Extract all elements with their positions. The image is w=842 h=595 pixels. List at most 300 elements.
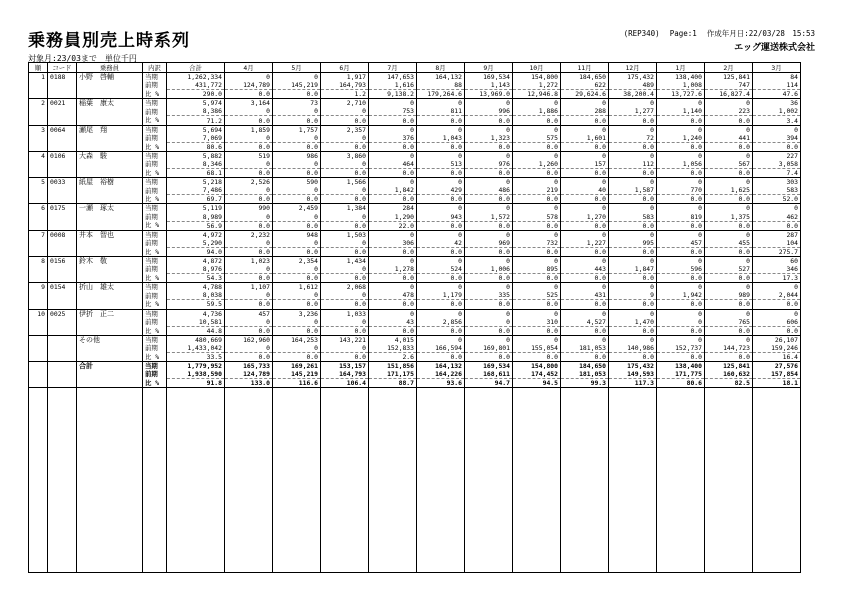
- value-cell: 1,572: [465, 213, 513, 222]
- value-cell: 3,236: [273, 309, 321, 318]
- value-cell: 0.0: [273, 300, 321, 309]
- driver-name: 折山 雄太: [77, 283, 143, 292]
- table-row: [29, 221, 801, 230]
- value-cell: 5,218: [167, 178, 225, 187]
- value-cell: 3,058: [753, 160, 801, 169]
- row-number: 8: [29, 256, 48, 265]
- breakdown-label: 前期: [143, 186, 167, 195]
- value-cell: 94.5: [513, 379, 561, 388]
- value-cell: 0.0: [225, 195, 273, 204]
- value-cell: 149,593: [609, 370, 657, 379]
- value-cell: 0.0: [609, 169, 657, 178]
- value-cell: 0.0: [417, 300, 465, 309]
- value-cell: 56.9: [167, 221, 225, 230]
- value-cell: 0.0: [513, 300, 561, 309]
- value-cell: 0: [225, 134, 273, 143]
- value-cell: 596: [657, 265, 705, 274]
- value-cell: 0.0: [465, 169, 513, 178]
- value-cell: 0.0: [417, 274, 465, 283]
- row-number: 6: [29, 204, 48, 213]
- value-cell: 169,801: [465, 344, 513, 353]
- driver-code: 0033: [48, 178, 77, 187]
- empty-cell: [417, 388, 465, 573]
- value-cell: 0.0: [513, 221, 561, 230]
- value-cell: 0.0: [705, 326, 753, 335]
- value-cell: 0: [225, 186, 273, 195]
- value-cell: 8,976: [167, 265, 225, 274]
- value-cell: 0: [369, 256, 417, 265]
- value-cell: 227: [753, 151, 801, 160]
- value-cell: 0: [657, 125, 705, 134]
- value-cell: 622: [561, 81, 609, 90]
- driver-name: 稲葉 康太: [77, 99, 143, 108]
- value-cell: 0.0: [417, 169, 465, 178]
- value-cell: 0: [369, 230, 417, 239]
- value-cell: 0: [657, 230, 705, 239]
- column-header: 5月: [273, 63, 321, 73]
- value-cell: 27,576: [753, 362, 801, 371]
- value-cell: 60: [753, 256, 801, 265]
- row-number: [29, 379, 48, 388]
- value-cell: 0.0: [561, 247, 609, 256]
- driver-code: [48, 370, 77, 379]
- table-row: [29, 274, 801, 283]
- column-header: 順: [29, 63, 48, 73]
- value-cell: 0: [225, 107, 273, 116]
- driver-name: [77, 370, 143, 379]
- value-cell: 154,800: [513, 73, 561, 82]
- value-cell: 0.0: [273, 195, 321, 204]
- empty-cell: [609, 388, 657, 573]
- value-cell: 0.0: [513, 169, 561, 178]
- value-cell: 0.0: [369, 300, 417, 309]
- value-cell: 168,611: [465, 370, 513, 379]
- value-cell: 0: [657, 256, 705, 265]
- table-row: [29, 186, 801, 195]
- empty-cell: [465, 388, 513, 573]
- value-cell: 2,354: [273, 256, 321, 265]
- value-cell: 527: [705, 265, 753, 274]
- value-cell: 0: [369, 309, 417, 318]
- value-cell: 0: [465, 318, 513, 327]
- value-cell: 1,262,334: [167, 73, 225, 82]
- value-cell: 0: [273, 239, 321, 248]
- driver-code: 0025: [48, 309, 77, 318]
- value-cell: 3.4: [753, 116, 801, 125]
- value-cell: 0: [225, 291, 273, 300]
- value-cell: 288: [561, 107, 609, 116]
- value-cell: 164,132: [417, 73, 465, 82]
- driver-code: [48, 195, 77, 204]
- value-cell: 164,253: [273, 335, 321, 344]
- value-cell: 0.0: [369, 274, 417, 283]
- value-cell: 0.0: [705, 116, 753, 125]
- value-cell: 1,625: [705, 186, 753, 195]
- value-cell: 1,587: [609, 186, 657, 195]
- value-cell: 1,470: [609, 318, 657, 327]
- value-cell: 0.0: [561, 169, 609, 178]
- value-cell: 0: [609, 204, 657, 213]
- value-cell: 175,432: [609, 362, 657, 371]
- value-cell: 17.3: [753, 274, 801, 283]
- value-cell: 155,054: [513, 344, 561, 353]
- value-cell: 0: [657, 309, 705, 318]
- value-cell: 0: [609, 151, 657, 160]
- empty-cell: [369, 388, 417, 573]
- driver-name: [77, 169, 143, 178]
- value-cell: 0.0: [273, 169, 321, 178]
- empty-cell: [273, 388, 321, 573]
- value-cell: 0.0: [273, 116, 321, 125]
- value-cell: 0: [753, 283, 801, 292]
- value-cell: 112: [609, 160, 657, 169]
- row-number: 5: [29, 178, 48, 187]
- breakdown-label: 比 %: [143, 142, 167, 151]
- value-cell: 376: [369, 134, 417, 143]
- value-cell: 8,346: [167, 160, 225, 169]
- value-cell: 0: [273, 186, 321, 195]
- value-cell: 1,566: [321, 178, 369, 187]
- value-cell: 12,946.8: [513, 90, 561, 99]
- row-number: 2: [29, 99, 48, 108]
- value-cell: 154,800: [513, 362, 561, 371]
- value-cell: 0: [465, 151, 513, 160]
- driver-code: 0021: [48, 99, 77, 108]
- value-cell: 138,400: [657, 362, 705, 371]
- value-cell: 1,278: [369, 265, 417, 274]
- value-cell: 117.3: [609, 379, 657, 388]
- driver-code: [48, 344, 77, 353]
- value-cell: 0: [417, 256, 465, 265]
- value-cell: 948: [273, 230, 321, 239]
- value-cell: 0: [465, 335, 513, 344]
- breakdown-label: 比 %: [143, 116, 167, 125]
- value-cell: 0.0: [561, 221, 609, 230]
- driver-name: [77, 247, 143, 256]
- row-number: [29, 186, 48, 195]
- driver-name: 小野 啓輔: [77, 73, 143, 82]
- value-cell: 443: [561, 265, 609, 274]
- value-cell: 1,277: [609, 107, 657, 116]
- breakdown-label: 当期: [143, 151, 167, 160]
- value-cell: 0.0: [225, 142, 273, 151]
- value-cell: 275.7: [753, 247, 801, 256]
- empty-cell: [321, 388, 369, 573]
- value-cell: 1,179: [417, 291, 465, 300]
- value-cell: 1,272: [513, 81, 561, 90]
- value-cell: 0.0: [561, 300, 609, 309]
- breakdown-label: 当期: [143, 204, 167, 213]
- value-cell: 4,015: [369, 335, 417, 344]
- empty-cell: [657, 388, 705, 573]
- value-cell: 0.0: [609, 247, 657, 256]
- value-cell: 0.0: [321, 247, 369, 256]
- breakdown-label: 比 %: [143, 169, 167, 178]
- driver-name: [77, 195, 143, 204]
- value-cell: 7,069: [167, 134, 225, 143]
- value-cell: 290.0: [167, 90, 225, 99]
- value-cell: 0: [225, 213, 273, 222]
- value-cell: 0: [609, 230, 657, 239]
- value-cell: 0.0: [561, 116, 609, 125]
- breakdown-label: 当期: [143, 99, 167, 108]
- value-cell: 0.0: [273, 274, 321, 283]
- row-number: [29, 107, 48, 116]
- value-cell: 1,008: [657, 81, 705, 90]
- value-cell: 429: [417, 186, 465, 195]
- value-cell: 26,107: [753, 335, 801, 344]
- value-cell: 0.0: [225, 247, 273, 256]
- breakdown-label: 前期: [143, 107, 167, 116]
- value-cell: 0: [513, 204, 561, 213]
- row-number: [29, 318, 48, 327]
- table-row: [29, 326, 801, 335]
- row-number: 4: [29, 151, 48, 160]
- value-cell: 0: [369, 99, 417, 108]
- row-number: [29, 247, 48, 256]
- value-cell: 0.0: [369, 142, 417, 151]
- value-cell: 0: [465, 125, 513, 134]
- value-cell: 1,779,952: [167, 362, 225, 371]
- column-header: 3月: [753, 63, 801, 73]
- row-number: [29, 344, 48, 353]
- value-cell: 1,107: [225, 283, 273, 292]
- value-cell: 162,960: [225, 335, 273, 344]
- value-cell: 171,775: [657, 370, 705, 379]
- row-number: [29, 335, 48, 344]
- value-cell: 0: [609, 178, 657, 187]
- driver-name: 一瀬 琢太: [77, 204, 143, 213]
- value-cell: 0: [753, 204, 801, 213]
- value-cell: 4,527: [561, 318, 609, 327]
- table-row: [29, 142, 801, 151]
- value-cell: 52.0: [753, 195, 801, 204]
- value-cell: 0: [705, 283, 753, 292]
- value-cell: 0: [513, 283, 561, 292]
- value-cell: 145,219: [273, 81, 321, 90]
- table-row: [29, 169, 801, 178]
- value-cell: 441: [705, 134, 753, 143]
- value-cell: 0: [321, 134, 369, 143]
- table-row: [29, 353, 801, 362]
- driver-code: 0106: [48, 151, 77, 160]
- value-cell: 0: [321, 318, 369, 327]
- driver-code: [48, 335, 77, 344]
- breakdown-label: 当期: [143, 256, 167, 265]
- value-cell: 145,219: [273, 370, 321, 379]
- value-cell: 125,841: [705, 73, 753, 82]
- report-title: 乗務員別売上時系列: [28, 31, 190, 51]
- value-cell: 88.7: [369, 379, 417, 388]
- value-cell: 0: [465, 230, 513, 239]
- value-cell: 0: [321, 344, 369, 353]
- value-cell: 310: [513, 318, 561, 327]
- driver-code: [48, 379, 77, 388]
- value-cell: 0: [657, 151, 705, 160]
- column-header: 2月: [705, 63, 753, 73]
- value-cell: 29,624.6: [561, 90, 609, 99]
- value-cell: 575: [513, 134, 561, 143]
- value-cell: 0: [513, 178, 561, 187]
- driver-name: [77, 213, 143, 222]
- value-cell: 36: [753, 99, 801, 108]
- row-number: [29, 90, 48, 99]
- breakdown-label: 当期: [143, 178, 167, 187]
- created-date: 作成年月日:22/03/28 15:53: [706, 29, 815, 38]
- value-cell: 0: [657, 99, 705, 108]
- value-cell: 0.0: [657, 221, 705, 230]
- value-cell: 0: [273, 213, 321, 222]
- table-row: [29, 291, 801, 300]
- row-number: [29, 160, 48, 169]
- value-cell: 0: [561, 178, 609, 187]
- driver-code: 0008: [48, 230, 77, 239]
- value-cell: 0: [417, 335, 465, 344]
- empty-cell: [29, 388, 48, 573]
- value-cell: 0.0: [225, 326, 273, 335]
- value-cell: 0.0: [273, 326, 321, 335]
- value-cell: 335: [465, 291, 513, 300]
- value-cell: 0: [513, 99, 561, 108]
- row-number: [29, 134, 48, 143]
- value-cell: 0.0: [417, 326, 465, 335]
- row-number: [29, 213, 48, 222]
- table-row: [29, 160, 801, 169]
- table-row: [29, 116, 801, 125]
- value-cell: 2,526: [225, 178, 273, 187]
- value-cell: 0.0: [465, 195, 513, 204]
- driver-name: 大森 駿: [77, 151, 143, 160]
- value-cell: 0: [705, 309, 753, 318]
- value-cell: 3,860: [321, 151, 369, 160]
- value-cell: 166,594: [417, 344, 465, 353]
- breakdown-label: 比 %: [143, 274, 167, 283]
- value-cell: 0.0: [417, 195, 465, 204]
- value-cell: 0.0: [657, 274, 705, 283]
- value-cell: 0.0: [321, 169, 369, 178]
- breakdown-label: 当期: [143, 362, 167, 371]
- value-cell: 583: [609, 213, 657, 222]
- table-body: [29, 73, 801, 573]
- value-cell: 0: [513, 256, 561, 265]
- table-row: [29, 81, 801, 90]
- value-cell: 38,200.4: [609, 90, 657, 99]
- value-cell: 125,841: [705, 362, 753, 371]
- column-header: 4月: [225, 63, 273, 73]
- value-cell: 0: [609, 335, 657, 344]
- value-cell: 165,733: [225, 362, 273, 371]
- value-cell: 0: [705, 125, 753, 134]
- value-cell: 174,452: [513, 370, 561, 379]
- driver-name: [77, 326, 143, 335]
- value-cell: 0.0: [705, 169, 753, 178]
- value-cell: 0: [753, 309, 801, 318]
- driver-code: [48, 213, 77, 222]
- value-cell: 0.0: [657, 326, 705, 335]
- value-cell: 284: [369, 204, 417, 213]
- value-cell: 0: [417, 230, 465, 239]
- breakdown-label: 前期: [143, 213, 167, 222]
- value-cell: 287: [753, 230, 801, 239]
- value-cell: 1,384: [321, 204, 369, 213]
- value-cell: 0.0: [417, 142, 465, 151]
- column-header: 9月: [465, 63, 513, 73]
- value-cell: 0.0: [657, 116, 705, 125]
- value-cell: 0: [273, 107, 321, 116]
- value-cell: 0: [417, 283, 465, 292]
- driver-name: 瀬尾 翔: [77, 125, 143, 134]
- value-cell: 590: [273, 178, 321, 187]
- value-cell: 151,856: [369, 362, 417, 371]
- table-row: [29, 247, 801, 256]
- value-cell: 0: [561, 204, 609, 213]
- value-cell: 0.0: [753, 300, 801, 309]
- table-row: [29, 335, 801, 344]
- value-cell: 1,434: [321, 256, 369, 265]
- value-cell: 69.7: [167, 195, 225, 204]
- value-cell: 2,068: [321, 283, 369, 292]
- value-cell: 0: [321, 265, 369, 274]
- value-cell: 0.0: [417, 116, 465, 125]
- row-number: [29, 300, 48, 309]
- value-cell: 1,503: [321, 230, 369, 239]
- table-row: [29, 151, 801, 160]
- value-cell: 5,694: [167, 125, 225, 134]
- table-row: [29, 213, 801, 222]
- value-cell: 0: [369, 178, 417, 187]
- value-cell: 0.0: [369, 169, 417, 178]
- value-cell: 0.0: [321, 195, 369, 204]
- value-cell: 0.0: [561, 326, 609, 335]
- driver-code: 0064: [48, 125, 77, 134]
- value-cell: 5,974: [167, 99, 225, 108]
- value-cell: 8,386: [167, 107, 225, 116]
- value-cell: 0: [225, 344, 273, 353]
- breakdown-label: 当期: [143, 309, 167, 318]
- driver-name: [77, 134, 143, 143]
- column-header: 8月: [417, 63, 465, 73]
- value-cell: 0.0: [609, 300, 657, 309]
- value-cell: 0.0: [369, 116, 417, 125]
- row-number: [29, 326, 48, 335]
- driver-code: [48, 265, 77, 274]
- value-cell: 895: [513, 265, 561, 274]
- value-cell: 181,053: [561, 344, 609, 353]
- row-number: [29, 291, 48, 300]
- driver-name: 紙屋 裕樹: [77, 178, 143, 187]
- value-cell: 5,119: [167, 204, 225, 213]
- value-cell: 1,023: [225, 256, 273, 265]
- table-row: [29, 370, 801, 379]
- value-cell: 431,772: [167, 81, 225, 90]
- column-header: 合計: [167, 63, 225, 73]
- breakdown-label: 前期: [143, 265, 167, 274]
- value-cell: 114: [753, 81, 801, 90]
- value-cell: 0: [225, 318, 273, 327]
- row-number: [29, 116, 48, 125]
- value-cell: 0: [225, 160, 273, 169]
- empty-cell: [561, 388, 609, 573]
- value-cell: 976: [465, 160, 513, 169]
- value-cell: 513: [417, 160, 465, 169]
- value-cell: 0: [705, 151, 753, 160]
- value-cell: 4,872: [167, 256, 225, 265]
- table-row: [29, 204, 801, 213]
- value-cell: 990: [225, 204, 273, 213]
- value-cell: 43: [369, 318, 417, 327]
- value-cell: 2.6: [369, 353, 417, 362]
- value-cell: 0: [225, 239, 273, 248]
